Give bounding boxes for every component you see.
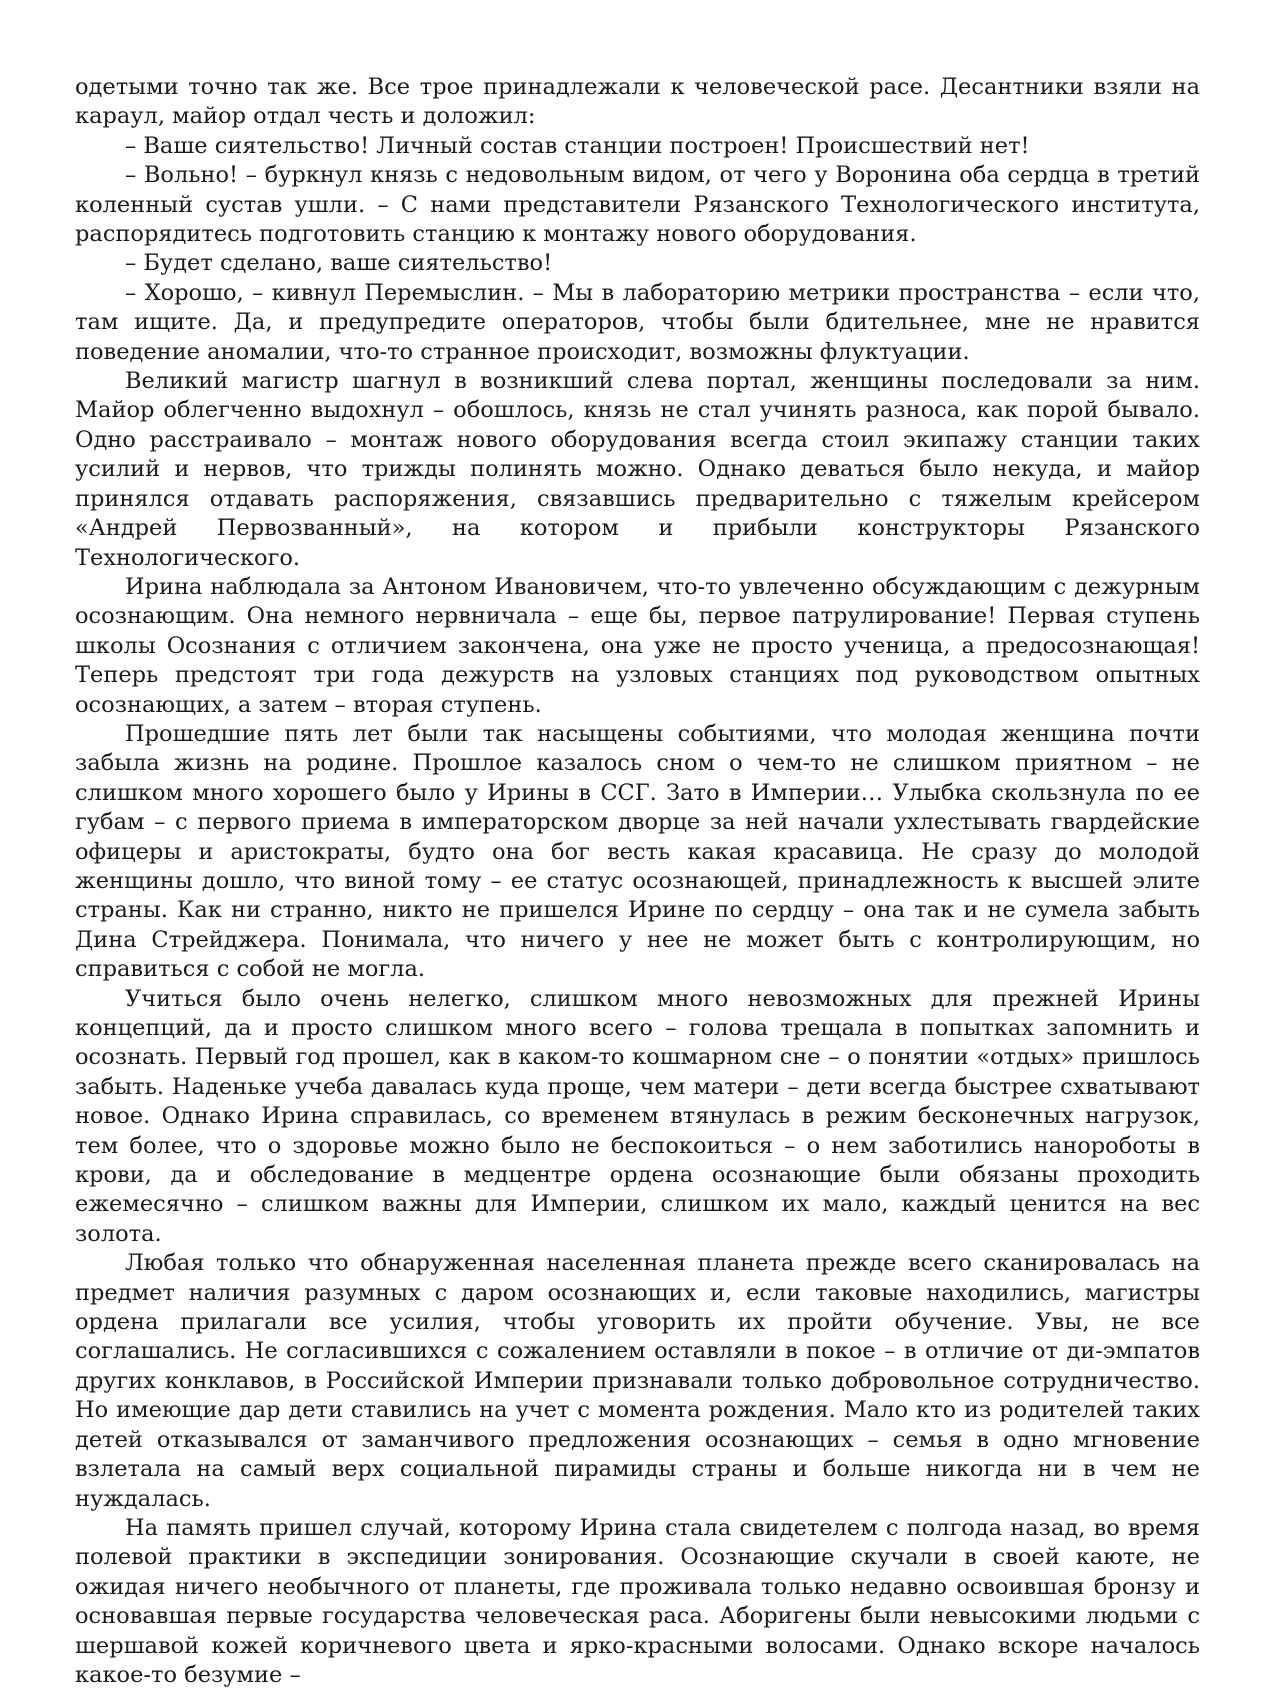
paragraph: одетыми точно так же. Все трое принадлежали к человеческой расе. Десантники взяли на караул, майор отдал честь и доложил:	[75, 74, 1200, 130]
paragraph: Любая только что обнаруженная населенная планета прежде всего сканировалась на предмет наличия разумных с даром осознающих и, если таковые находились, магистры ордена прилагали все усилия, чтобы уговорить их пройти обучение. Увы, не все соглашались. Не согласившихся с сожалением оставляли в покое – в отличие от ди-эмпатов других конклавов, в Российской Империи признавали только добровольное сотрудничество. Но имеющие дар дети ставились на учет с момента рождения. Мало кто из родителей таких детей отказывался от заманчивого предложения осознающих – семья в одно мгновение взлетала на самый верх социальной пирамиды страны и больше никогда ни в чем не нуждалась.	[75, 1250, 1200, 1512]
paragraph: – Хорошо, – кивнул Перемыслин. – Мы в лабораторию метрики пространства – если что, там ищите. Да, и предупредите операторов, чтобы были бдительнее, мне не нравится поведение аномалии, что-то странное происходит, возможны флуктуации.	[75, 279, 1200, 365]
paragraph: Учиться было очень нелегко, слишком много невозможных для прежней Ирины концепций, да и просто слишком много всего – голова трещала в попытках запомнить и осознать. Первый год прошел, как в каком-то кошмарном сне – о понятии «отдых» пришлось забыть. Наденьке учеба давалась куда проще, чем матери – дети всегда быстрее схватывают новое. Однако Ирина справилась, со временем втянулась в режим бесконечных нагрузок, тем более, что о здоровье можно было не беспокоиться – о нем заботились нанороботы в крови, да и обследование в медцентре ордена осознающие были обязаны проходить ежемесячно – слишком важны для Империи, слишком их мало, каждый ценится на вес золота.	[75, 985, 1200, 1247]
paragraph: – Ваше сиятельство! Личный состав станции построен! Происшествий нет!	[125, 132, 1030, 159]
document-page	[75, 73, 1200, 1690]
paragraph: Великий магистр шагнул в возникший слева портал, женщины последовали за ним. Майор облегченно выдохнул – обошлось, князь не стал учинять разноса, как порой бывало. Одно расстраивало – монтаж нового оборудования всегда стоил экипажу станции таких усилий и нервов, что трижды полинять можно. Однако деваться было некуда, и майор принялся отдавать распоряжения, связавшись предварительно с тяжелым крейсером «Андрей Первозванный», на котором и прибыли конструкторы Рязанского Технологического.	[75, 368, 1200, 571]
paragraph: Прошедшие пять лет были так насыщены событиями, что молодая женщина почти забыла жизнь на родине. Прошлое казалось сном о чем-то не слишком приятном – не слишком много хорошего было у Ирины в ССГ. Зато в Империи… Улыбка скользнула по ее губам – с первого приема в императорском дворце за ней начали ухлестывать гвардейские офицеры и аристократы, будто она бог весть какая красавица. Не сразу до молодой женщины дошло, что виной тому – ее статус осознающей, принадлежность к высшей элите страны. Как ни странно, никто не пришелся Ирине по сердцу – она так и не сумела забыть Дина Стрейджера. Понимала, что ничего у нее не может быть с контролирующим, но справиться с собой не могла.	[75, 720, 1200, 983]
paragraph: Ирина наблюдала за Антоном Ивановичем, что-то увлеченно обсуждающим с дежурным осознающим. Она немного нервничала – еще бы, первое патрулирование! Первая ступень школы Осознания с отличием закончена, она уже не просто ученица, а предосознающая! Теперь предстоят три года дежурств на узловых станциях под руководством опытных осознающих, а затем – вторая ступень.	[75, 573, 1200, 718]
paragraph: На память пришел случай, которому Ирина стала свидетелем с полгода назад, во время полевой практики в экспедиции зонирования. Осознающие скучали в своей каюте, не ожидая ничего необычного от планеты, где проживала только недавно освоившая бронзу и основавшая первые государства человеческая раса. Аборигены были невысокими людьми с шершавой кожей коричневого цвета и ярко-красными волосами. Однако вскоре началось какое-то безумие –	[75, 1514, 1200, 1688]
paragraph: – Вольно! – буркнул князь с недовольным видом, от чего у Воронина оба сердца в третий коленный сустав ушли. – С нами представители Рязанского Технологического института, распорядитесь подготовить станцию к монтажу нового оборудования.	[75, 162, 1200, 248]
paragraph: – Будет сделано, ваше сиятельство!	[125, 250, 553, 277]
